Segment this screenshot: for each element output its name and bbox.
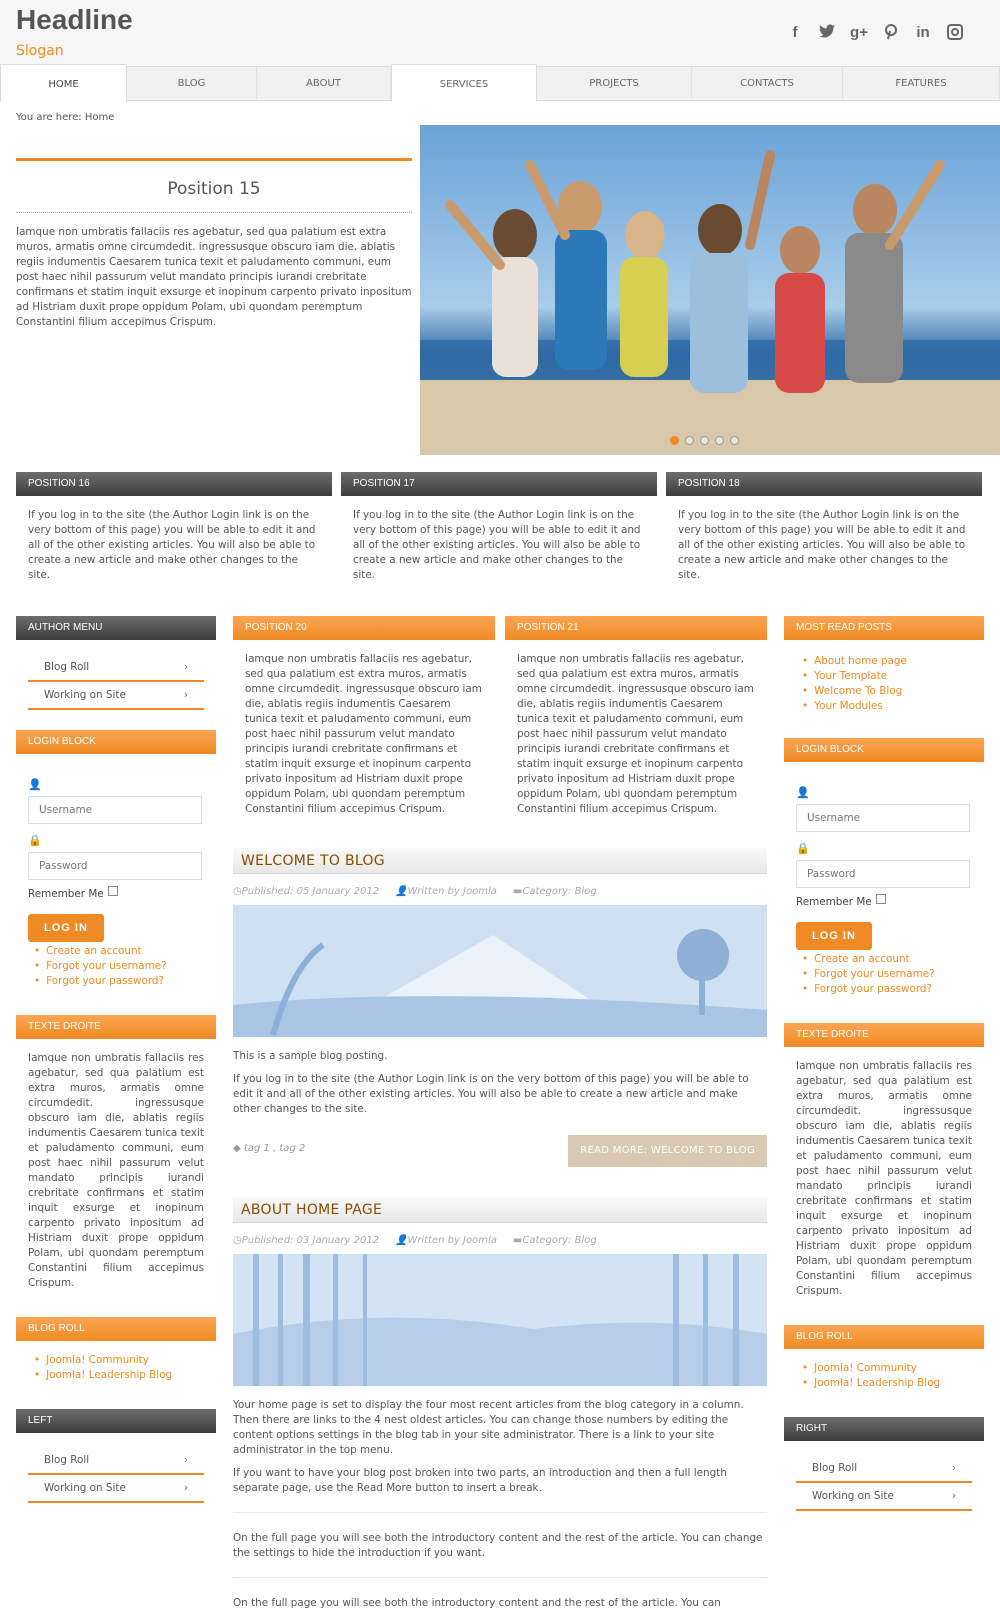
nav-blog[interactable]: BLOG [127,67,257,101]
nav-features[interactable]: FEATURES [843,67,1000,101]
slide-dot[interactable] [700,436,709,445]
login-links [28,944,204,989]
menu-item-blog-roll[interactable] [796,1455,972,1483]
article-intro: Your home page is set to display the four most recent articles from the blog category in a column. Then there are links to the 4 nest oldest articles. You can change those numbers by editing the content options settings in the blog tab in your site administrator. There is a link to your site administrator in the top menu. [233,1399,744,1456]
menu-item-label: Blog Roll [44,1454,90,1466]
blog-roll-list [16,1343,216,1383]
most-read-link[interactable]: • Your Template [802,669,984,684]
position-17-module [341,472,657,583]
position-18-module [666,472,982,583]
tag-icon: ◆ [233,1143,244,1154]
nav-home[interactable]: HOME [0,64,127,102]
module-text: If you log in to the site (the Author Login link is on the very bottom of this page) you will be able to edit it and all of the other existing articles. You will also be able to create a new article and make other changes to the site. [678,509,966,581]
menu-item-label: Working on Site [44,1482,126,1494]
menu-item-label: Working on Site [44,689,126,701]
blog-roll-title: BLOG ROLL [784,1325,984,1349]
site-slogan: Slogan [16,43,64,59]
menu-item-blog-roll[interactable] [28,1447,204,1475]
left-sidebar [16,616,216,1503]
linkedin-icon[interactable]: in [916,24,930,41]
article-image [233,905,767,1037]
tags [233,1143,305,1154]
lock-icon: 🔒 [796,842,810,855]
menu-item-working-on-site[interactable] [28,682,204,710]
chevron-right-icon: › [951,1462,956,1474]
forgot-password-link[interactable]: • Forgot your password? [34,974,204,989]
author-menu [16,640,216,710]
slide-dot[interactable] [715,436,724,445]
login-form [784,762,984,997]
instagram-icon[interactable] [946,24,964,42]
login-block-title: LOGIN BLOCK [784,738,984,762]
most-read-list [784,642,984,714]
pinterest-icon[interactable] [882,24,900,42]
slide-dot[interactable] [685,436,694,445]
module-text: If you log in to the site (the Author Login link is on the very bottom of this page) you will be able to edit it and all of the other existing articles. You will also be able to create a new article and make other changes to the site. [28,509,316,581]
published-date [233,886,379,897]
clock-icon: ◷ [233,1235,242,1246]
menu-item-label: Working on Site [812,1490,894,1502]
blog-article [233,1197,767,1611]
site-title[interactable]: Headline [16,4,133,35]
google-plus-icon[interactable]: g+ [850,24,868,41]
read-more-button[interactable]: READ MORE: WELCOME TO BLOG [568,1135,767,1167]
most-read-title: MOST READ POSTS [784,616,984,640]
slide-dot[interactable] [730,436,739,445]
divider [233,1577,767,1578]
remember-me-checkbox[interactable] [108,886,118,896]
slide-dot[interactable] [670,436,679,445]
author-menu-title: AUTHOR MENU [16,616,216,640]
user-icon: 👤 [28,778,42,791]
category-text: Category: Blog [522,886,597,897]
forgot-username-link[interactable]: • Forgot your username? [802,967,972,982]
article-meta [233,886,767,897]
published-text: Published: 03 January 2012 [241,1235,380,1246]
most-read-link[interactable]: • Your Modules [802,699,984,714]
nav-contacts[interactable]: CONTACTS [692,67,843,101]
chevron-right-icon: › [183,1454,188,1466]
position-20-module [233,616,495,817]
article-tags-row [233,1135,767,1167]
author [395,886,497,897]
menu-item-working-on-site[interactable] [28,1475,204,1503]
blog-roll-link[interactable]: • Joomla! Leadership Blog [34,1368,216,1383]
position-15-text: Iamque non umbratis fallaciis res agebatur, sed qua palatium est extra muros, armatis omne circumdedit. ingressusque obscuro iam die, ablatis regiis indumentis Caesarem tunica texit et paludamento communi, eum post haec nihil passurum velut mandato principis iurandi crebritate confirmans et statim inquit exsurge et inopinum carpento privato inpositum ad Histriam duxit prope oppidum Polam, ubi quondam peremptum Constantini filium accepimus Crispum. [16,226,412,328]
remember-me [28,888,204,900]
category-text: Category: Blog [522,1235,597,1246]
most-read-link[interactable]: • About home page [802,654,984,669]
main-nav [0,66,1000,101]
blog-roll-link[interactable]: • Joomla! Community [802,1361,984,1376]
article-meta [233,1235,767,1246]
remember-me-label: Remember Me [796,896,872,908]
article-title[interactable]: WELCOME TO BLOG [233,848,767,874]
forgot-password-link[interactable]: • Forgot your password? [802,982,972,997]
blog-roll-link[interactable]: • Joomla! Community [34,1353,216,1368]
chevron-right-icon: › [951,1490,956,1502]
login-form [16,754,216,989]
user-icon: 👤 [796,786,810,799]
chevron-right-icon: › [183,661,188,673]
create-account-link[interactable]: • Create an account [34,944,204,959]
password-input[interactable] [28,852,202,880]
blog-roll-link[interactable]: • Joomla! Leadership Blog [802,1376,984,1391]
folder-icon: ▬ [512,1235,523,1246]
forgot-username-link[interactable]: • Forgot your username? [34,959,204,974]
slide-dots [670,436,739,445]
article-intro: This is a sample blog posting. [233,1050,388,1062]
category [513,886,597,897]
tags-text[interactable]: tag 1 , tag 2 [243,1143,306,1154]
right-sidebar [784,616,984,1511]
article-body: If you want to have your blog post broken into two parts, an introduction and then a full length separate page, use the Read More button to insert a break. [233,1467,727,1494]
divider [233,1512,767,1513]
category [513,1235,597,1246]
nav-services[interactable]: SERVICES [391,64,537,102]
chevron-right-icon: › [183,689,188,701]
position-16-module [16,472,332,583]
module-title: POSITION 17 [341,472,657,496]
breadcrumb: You are here: Home [16,112,115,123]
menu-item-label: Blog Roll [44,661,90,673]
blog-roll-title: BLOG ROLL [16,1317,216,1341]
module-title: POSITION 21 [505,616,767,640]
blog-roll-list [784,1351,984,1391]
left-menu [16,1433,216,1503]
module-text: Iamque non umbratis fallaciis res agebatur, sed qua palatium est extra muros, armatis omne circumdedit. ingressusque obscuro iam die, ablatis regiis indumentis Caesarem tunica texit et paludamento communi, eum post haec nihil passurum velut mandato principis iurandi crebritate confirmans et statim inquit exsurge et inopinum carpento privato inpositum ad Histriam duxit prope oppidum Polam, ubi quondam peremptum Constantini filium accepimus Crispum. [245,653,482,815]
blog-article [233,848,767,1167]
texte-droite-text: Iamque non umbratis fallaciis res agebatur, sed qua palatium est extra muros, armatis omne circumdedit. ingressusque obscuro iam die, ablatis regiis indumentis Caesarem tunica texit et paludamento communi, eum post haec nihil passurum velut mandato principis iurandi crebritate confirmans et statim inquit exsurge et inopinum carpento privato inpositum ad Histriam duxit prope oppidum Polam, ubi quondam peremptum Constantini filium accepimus Crispum. [28,1052,204,1289]
create-account-link[interactable]: • Create an account [802,952,972,967]
author [395,1235,497,1246]
position-15-module [16,158,412,330]
user-icon: 👤 [395,1235,408,1246]
lock-icon: 🔒 [28,834,42,847]
right-menu [784,1441,984,1511]
left-menu-title: LEFT [16,1409,216,1433]
social-links [786,24,964,42]
position-15-title: Position 15 [16,179,412,213]
author-text: Written by Joomla [407,886,497,897]
author-text: Written by Joomla [407,1235,497,1246]
published-text: Published: 05 January 2012 [241,886,380,897]
hero-slideshow[interactable] [420,125,1000,455]
username-input[interactable] [28,796,202,824]
module-title: POSITION 20 [233,616,495,640]
article-title[interactable]: ABOUT HOME PAGE [233,1197,767,1223]
texte-droite-text: Iamque non umbratis fallaciis res agebatur, sed qua palatium est extra muros, armatis omne circumdedit. ingressusque obscuro iam die, ablatis regiis indumentis Caesarem tunica texit et paludamento communi, eum post haec nihil passurum velut mandato principis iurandi crebritate confirmans et statim inquit exsurge et inopinum carpento privato inpositum ad Histriam duxit prope oppidum Polam, ubi quondam peremptum Constantini filium accepimus Crispum. [796,1060,972,1297]
position-21-module [505,616,767,817]
article-body: If you log in to the site (the Author Login link is on the very bottom of this page) you will be able to edit it and all of the other existing articles. You will also be able to create a new article and make other changes to the site. [233,1073,749,1115]
module-text: If you log in to the site (the Author Login link is on the very bottom of this page) you will be able to edit it and all of the other existing articles. You will also be able to create a new article and make other changes to the site. [353,509,641,581]
twitter-icon[interactable] [818,24,836,42]
module-title: POSITION 18 [666,472,982,496]
article-body: On the full page you will see both the introductory content and the rest of the article. You can change the settings to hide the introduction if you want. [233,1532,763,1559]
site-header [0,0,1000,68]
clock-icon: ◷ [233,886,242,897]
username-input[interactable] [796,804,970,832]
menu-item-working-on-site[interactable] [796,1483,972,1511]
remember-me-checkbox[interactable] [876,894,886,904]
login-links [796,952,972,997]
most-read-link[interactable]: • Welcome To Blog [802,684,984,699]
login-block-title: LOGIN BLOCK [16,730,216,754]
module-title: POSITION 16 [16,472,332,496]
published-date [233,1235,379,1246]
user-icon: 👤 [395,886,408,897]
texte-droite-title: TEXTE DROITE [784,1023,984,1047]
module-text: Iamque non umbratis fallaciis res agebatur, sed qua palatium est extra muros, armatis omne circumdedit. ingressusque obscuro iam die, ablatis regiis indumentis Caesarem tunica texit et paludamento communi, eum post haec nihil passurum velut mandato principis iurandi crebritate confirmans et statim inquit exsurge et inopinum carpento privato inpositum ad Histriam duxit prope oppidum Polam, ubi quondam peremptum Constantini filium accepimus Crispum. [517,653,754,815]
menu-item-blog-roll[interactable] [28,654,204,682]
chevron-right-icon: › [183,1482,188,1494]
article-image [233,1254,767,1386]
folder-icon: ▬ [512,886,523,897]
facebook-icon[interactable]: f [792,24,798,41]
remember-me [796,896,972,908]
login-button[interactable]: LOG IN [28,914,104,942]
nav-projects[interactable]: PROJECTS [537,67,692,101]
hero-photo [420,125,1000,455]
right-menu-title: RIGHT [784,1417,984,1441]
menu-item-label: Blog Roll [812,1462,858,1474]
nav-about[interactable]: ABOUT [257,67,391,101]
orange-divider [16,158,412,161]
password-input[interactable] [796,860,970,888]
article-body: On the full page you will see both the introductory content and the rest of the article. You can [233,1597,721,1609]
login-button[interactable]: LOG IN [796,922,872,950]
texte-droite-title: TEXTE DROITE [16,1015,216,1039]
remember-me-label: Remember Me [28,888,104,900]
